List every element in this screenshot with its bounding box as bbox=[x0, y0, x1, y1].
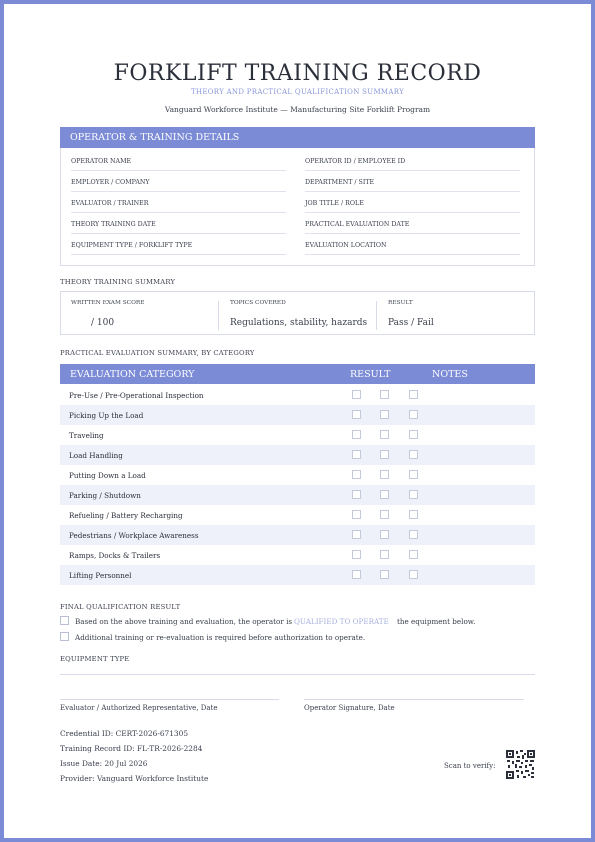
result-checkbox-3[interactable] bbox=[409, 490, 418, 499]
result-checkbox-1[interactable] bbox=[352, 530, 361, 539]
department-field[interactable]: DEPARTMENT / SITE bbox=[305, 171, 520, 192]
result-checkbox-1[interactable] bbox=[352, 570, 361, 579]
evaluation-category-label: Parking / Shutdown bbox=[69, 491, 141, 500]
result-checkbox-3[interactable] bbox=[409, 410, 418, 419]
exam-score[interactable] bbox=[71, 300, 144, 330]
theory-result[interactable] bbox=[388, 300, 434, 330]
qualified-text: Based on the above training and evaluation, the operator is bbox=[75, 617, 293, 626]
result-checkbox-3[interactable] bbox=[409, 470, 418, 479]
evaluator-signature-line[interactable] bbox=[60, 699, 279, 700]
evaluation-category-label: Pre-Use / Pre-Operational Inspection bbox=[69, 391, 204, 400]
evaluation-category-label: Picking Up the Load bbox=[69, 411, 144, 420]
evaluation-category-label: Refueling / Battery Recharging bbox=[69, 511, 183, 520]
result-checkbox-2[interactable] bbox=[380, 430, 389, 439]
result-checkbox-2[interactable] bbox=[380, 550, 389, 559]
evaluation-heading: PRACTICAL EVALUATION SUMMARY, BY CATEGORY bbox=[60, 349, 255, 357]
evaluation-category-label: Load Handling bbox=[69, 451, 123, 460]
details-panel bbox=[60, 148, 535, 266]
equipment-type-line[interactable] bbox=[60, 674, 535, 675]
result-checkbox-2[interactable] bbox=[380, 470, 389, 479]
result-checkbox-3[interactable] bbox=[409, 510, 418, 519]
qualified-status: QUALIFIED TO OPERATE bbox=[294, 617, 389, 626]
scan-to-verify-label: Scan to verify: bbox=[444, 762, 496, 770]
qualification-heading: FINAL QUALIFICATION RESULT bbox=[60, 603, 181, 611]
result-checkbox-3[interactable] bbox=[409, 450, 418, 459]
result-checkbox-1[interactable] bbox=[352, 470, 361, 479]
evaluation-category-label: Pedestrians / Workplace Awareness bbox=[69, 531, 199, 540]
result-checkbox-2[interactable] bbox=[380, 530, 389, 539]
result-checkbox-2[interactable] bbox=[380, 490, 389, 499]
evaluation-row bbox=[60, 545, 535, 565]
result-checkbox-2[interactable] bbox=[380, 410, 389, 419]
divider bbox=[376, 301, 377, 330]
result-checkbox-3[interactable] bbox=[409, 530, 418, 539]
provider: Provider: Vanguard Workforce Institute bbox=[60, 774, 209, 783]
qualified-checkbox[interactable] bbox=[60, 616, 69, 625]
result-label: RESULT bbox=[388, 300, 413, 306]
document-subtitle: THEORY AND PRACTICAL QUALIFICATION SUMMARY bbox=[190, 88, 405, 96]
result-checkbox-1[interactable] bbox=[352, 450, 361, 459]
column-notes: NOTES bbox=[432, 369, 468, 380]
evaluation-table-header bbox=[60, 364, 535, 384]
job-title-field[interactable]: JOB TITLE / ROLE bbox=[305, 192, 520, 213]
program-line: Vanguard Workforce Institute — Manufacturing Site Forklift Program bbox=[164, 105, 431, 114]
result-checkbox-2[interactable] bbox=[380, 390, 389, 399]
equipment-type-label: EQUIPMENT TYPE bbox=[60, 655, 130, 663]
result-checkbox-1[interactable] bbox=[352, 490, 361, 499]
result-checkbox-3[interactable] bbox=[409, 430, 418, 439]
evaluation-row bbox=[60, 565, 535, 585]
training-record-id: Training Record ID: FL-TR-2026-2284 bbox=[60, 744, 203, 753]
result-checkbox-2[interactable] bbox=[380, 510, 389, 519]
evaluation-row bbox=[60, 465, 535, 485]
evaluation-row bbox=[60, 425, 535, 445]
result-checkbox-1[interactable] bbox=[352, 410, 361, 419]
document-title: FORKLIFT TRAINING RECORD bbox=[113, 61, 482, 86]
issue-date: Issue Date: 20 Jul 2026 bbox=[60, 759, 148, 768]
column-category: EVALUATION CATEGORY bbox=[70, 369, 195, 380]
evaluation-category-label: Lifting Personnel bbox=[69, 571, 132, 580]
result-checkbox-1[interactable] bbox=[352, 550, 361, 559]
result-checkbox-3[interactable] bbox=[409, 390, 418, 399]
divider bbox=[218, 301, 219, 330]
result-value: Pass / Fail bbox=[388, 318, 434, 328]
result-checkbox-1[interactable] bbox=[352, 510, 361, 519]
theory-heading: THEORY TRAINING SUMMARY bbox=[60, 278, 176, 286]
details-heading: OPERATOR & TRAINING DETAILS bbox=[60, 127, 535, 148]
topics-value: Regulations, stability, hazards bbox=[230, 318, 368, 328]
operator-name-field[interactable]: OPERATOR NAME bbox=[71, 150, 286, 171]
operator-signature-line[interactable] bbox=[304, 699, 524, 700]
practical-date-field[interactable]: PRACTICAL EVALUATION DATE bbox=[305, 213, 520, 234]
evaluation-category-label: Putting Down a Load bbox=[69, 471, 146, 480]
qr-code-icon[interactable] bbox=[506, 750, 535, 779]
equipment-type-field[interactable]: EQUIPMENT TYPE / FORKLIFT TYPE bbox=[71, 234, 286, 255]
evaluation-location-field[interactable]: EVALUATION LOCATION bbox=[305, 234, 520, 255]
theory-panel bbox=[60, 291, 535, 335]
evaluation-row bbox=[60, 525, 535, 545]
result-checkbox-3[interactable] bbox=[409, 570, 418, 579]
exam-score-label: WRITTEN EXAM SCORE bbox=[71, 300, 145, 306]
operator-id-field[interactable]: OPERATOR ID / EMPLOYEE ID bbox=[305, 150, 520, 171]
credential-id: Credential ID: CERT-2026-671305 bbox=[60, 729, 189, 738]
result-checkbox-1[interactable] bbox=[352, 390, 361, 399]
exam-score-value: / 100 bbox=[91, 318, 115, 328]
operator-signature-label: Operator Signature, Date bbox=[304, 704, 395, 712]
evaluation-row bbox=[60, 405, 535, 425]
result-checkbox-2[interactable] bbox=[380, 450, 389, 459]
evaluation-category-label: Ramps, Docks & Trailers bbox=[69, 551, 161, 560]
theory-date-field[interactable]: THEORY TRAINING DATE bbox=[71, 213, 286, 234]
topics-label: TOPICS COVERED bbox=[230, 300, 286, 306]
evaluation-row bbox=[60, 445, 535, 465]
qualified-suffix: the equipment below. bbox=[397, 617, 476, 626]
evaluation-row bbox=[60, 385, 535, 405]
evaluation-row bbox=[60, 485, 535, 505]
evaluation-category-label: Traveling bbox=[69, 431, 104, 440]
result-checkbox-3[interactable] bbox=[409, 550, 418, 559]
retraining-text: Additional training or re-evaluation is required before authorization to operate. bbox=[75, 633, 366, 642]
employer-field[interactable]: EMPLOYER / COMPANY bbox=[71, 171, 286, 192]
retraining-checkbox[interactable] bbox=[60, 632, 69, 641]
evaluator-signature-label: Evaluator / Authorized Representative, Date bbox=[60, 704, 218, 712]
evaluator-field[interactable]: EVALUATOR / TRAINER bbox=[71, 192, 286, 213]
evaluation-row bbox=[60, 505, 535, 525]
column-result: RESULT bbox=[350, 369, 391, 380]
result-checkbox-2[interactable] bbox=[380, 570, 389, 579]
result-checkbox-1[interactable] bbox=[352, 430, 361, 439]
topics-covered bbox=[230, 300, 367, 330]
